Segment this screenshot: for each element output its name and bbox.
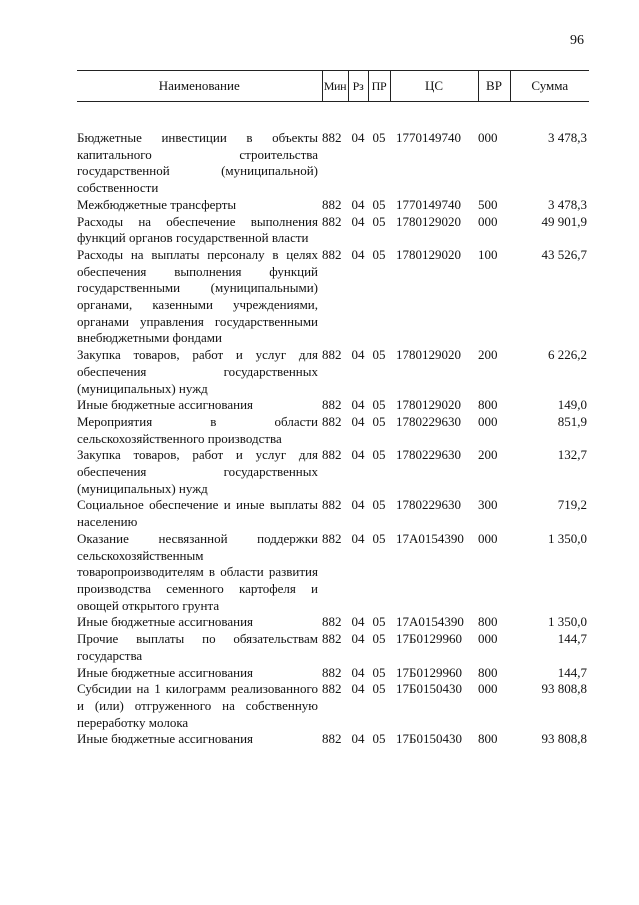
cell-vr: 000 [478, 413, 498, 429]
cell-cs: 1780129020 [396, 246, 461, 262]
cell-sum: 1 350,0 [548, 614, 587, 630]
cell-vr: 100 [478, 246, 498, 262]
cell-vr: 800 [478, 731, 498, 747]
cell-pr: 05 [372, 681, 386, 697]
cell-min: 882 [322, 447, 342, 463]
table-row [77, 497, 589, 530]
cell-rz: 04 [351, 497, 365, 513]
cell-pr: 05 [372, 447, 386, 463]
cell-sum: 49 901,9 [541, 213, 587, 229]
table-row [77, 531, 589, 615]
cell-rz: 04 [351, 246, 365, 262]
cell-name: Мероприятия в области сельскохозяйственного производства [77, 413, 318, 446]
cell-pr: 05 [372, 631, 386, 647]
table-row [77, 681, 589, 731]
cell-cs: 1780129020 [396, 347, 461, 363]
cell-min: 882 [322, 347, 342, 363]
cell-vr: 200 [478, 347, 498, 363]
table-row [77, 447, 589, 497]
column-header-rz: Рз [348, 71, 368, 102]
cell-name: Оказание несвязанной поддержки сельскохозяйственным товаропроизводителям в области развития производства семенного картофеля и овощей открытого грунта [77, 530, 318, 613]
cell-vr: 800 [478, 397, 498, 413]
cell-rz: 04 [351, 413, 365, 429]
cell-cs: 17Б0150430 [396, 731, 462, 747]
cell-pr: 05 [372, 397, 386, 413]
cell-sum: 144,7 [557, 664, 587, 680]
cell-vr: 800 [478, 614, 498, 630]
cell-min: 882 [322, 731, 342, 747]
cell-pr: 05 [372, 731, 386, 747]
cell-cs: 1780229630 [396, 447, 461, 463]
cell-name: Межбюджетные трансферты [77, 196, 237, 212]
cell-rz: 04 [351, 130, 365, 145]
cell-name: Расходы на обеспечение выполнения функций органов государственной власти [77, 213, 318, 246]
table-row [77, 414, 589, 447]
table-row [77, 397, 589, 414]
table-row [77, 197, 589, 214]
cell-sum: 851,9 [557, 413, 587, 429]
cell-rz: 04 [351, 631, 365, 647]
cell-rz: 04 [351, 213, 365, 229]
cell-sum: 1 350,0 [548, 530, 587, 546]
cell-pr: 05 [372, 213, 386, 229]
cell-vr: 800 [478, 664, 498, 680]
cell-rz: 04 [351, 447, 365, 463]
cell-pr: 05 [372, 130, 386, 145]
cell-rz: 04 [351, 196, 365, 212]
cell-pr: 05 [372, 530, 386, 546]
cell-name: Бюджетные инвестиции в объекты капитального строительства государственной (муниципальной) собственности [77, 130, 318, 196]
cell-sum: 719,2 [557, 497, 587, 513]
cell-cs: 1780229630 [396, 497, 461, 513]
cell-pr: 05 [372, 196, 386, 212]
cell-sum: 144,7 [557, 631, 587, 647]
cell-pr: 05 [372, 614, 386, 630]
cell-sum: 93 808,8 [541, 681, 587, 697]
cell-cs: 1770149740 [396, 130, 461, 145]
cell-pr: 05 [372, 664, 386, 680]
cell-cs: 1770149740 [396, 196, 461, 212]
cell-cs: 17А0154390 [396, 530, 464, 546]
cell-vr: 000 [478, 213, 498, 229]
column-header-vr: ВР [478, 71, 510, 102]
cell-pr: 05 [372, 413, 386, 429]
column-header-min: Мин [322, 71, 348, 102]
cell-vr: 200 [478, 447, 498, 463]
cell-min: 882 [322, 530, 342, 546]
cell-min: 882 [322, 413, 342, 429]
cell-sum: 43 526,7 [541, 246, 587, 262]
cell-sum: 149,0 [557, 397, 587, 413]
cell-rz: 04 [351, 530, 365, 546]
cell-name: Закупка товаров, работ и услуг для обеспечения государственных (муниципальных) нужд [77, 347, 318, 396]
cell-vr: 000 [478, 681, 498, 697]
table-row [77, 731, 589, 748]
budget-table [77, 70, 589, 748]
cell-name: Иные бюджетные ассигнования [77, 731, 254, 747]
cell-sum: 132,7 [557, 447, 587, 463]
cell-min: 882 [322, 664, 342, 680]
column-header-sum: Сумма [510, 71, 589, 102]
cell-min: 882 [322, 196, 342, 212]
cell-min: 882 [322, 614, 342, 630]
table-row [77, 347, 589, 397]
cell-min: 882 [322, 497, 342, 513]
cell-cs: 1780129020 [396, 397, 461, 413]
cell-rz: 04 [351, 614, 365, 630]
cell-vr: 000 [478, 631, 498, 647]
table-row [77, 214, 589, 247]
cell-name: Субсидии на 1 килограмм реализованного и (или) отгруженного на собственную переработку молока [77, 681, 318, 730]
cell-pr: 05 [372, 246, 386, 262]
cell-sum: 3 478,3 [548, 196, 587, 212]
cell-cs: 1780229630 [396, 413, 461, 429]
cell-vr: 500 [478, 196, 498, 212]
cell-min: 882 [322, 130, 342, 145]
table-row [77, 614, 589, 631]
cell-vr: 000 [478, 130, 498, 145]
cell-rz: 04 [351, 731, 365, 747]
cell-min: 882 [322, 681, 342, 697]
cell-name: Иные бюджетные ассигнования [77, 614, 254, 630]
table-row [77, 665, 589, 682]
cell-cs: 17А0154390 [396, 614, 464, 630]
cell-min: 882 [322, 631, 342, 647]
cell-name: Иные бюджетные ассигнования [77, 664, 254, 680]
cell-pr: 05 [372, 347, 386, 363]
cell-vr: 300 [478, 497, 498, 513]
cell-rz: 04 [351, 397, 365, 413]
cell-cs: 17Б0129960 [396, 664, 462, 680]
cell-sum: 93 808,8 [541, 731, 587, 747]
column-header-cs: ЦС [390, 71, 478, 102]
cell-vr: 000 [478, 530, 498, 546]
table-row [77, 247, 589, 347]
table-row [77, 130, 589, 197]
cell-rz: 04 [351, 347, 365, 363]
cell-rz: 04 [351, 664, 365, 680]
cell-name: Закупка товаров, работ и услуг для обеспечения государственных (муниципальных) нужд [77, 447, 318, 496]
cell-min: 882 [322, 246, 342, 262]
cell-name: Иные бюджетные ассигнования [77, 397, 254, 413]
cell-sum: 6 226,2 [548, 347, 587, 363]
cell-cs: 1780129020 [396, 213, 461, 229]
cell-sum: 3 478,3 [548, 130, 587, 145]
cell-name: Прочие выплаты по обязательствам государства [77, 631, 318, 663]
cell-name: Социальное обеспечение и иные выплаты населению [77, 497, 318, 530]
cell-min: 882 [322, 213, 342, 229]
cell-rz: 04 [351, 681, 365, 697]
table-header [77, 71, 589, 102]
cell-cs: 17Б0129960 [396, 631, 462, 647]
cell-name: Расходы на выплаты персоналу в целях обеспечения выполнения функций государственными (муниципальными) органами, казенными учреждениями, органами управления государственными внебюджетными фондами [77, 246, 318, 346]
cell-cs: 17Б0150430 [396, 681, 462, 697]
page-number: 96 [570, 33, 584, 48]
cell-min: 882 [322, 397, 342, 413]
column-header-name: Наименование [77, 71, 322, 102]
table-body [77, 102, 589, 749]
column-header-pr: ПР [368, 71, 390, 102]
table-row [77, 631, 589, 664]
cell-pr: 05 [372, 497, 386, 513]
